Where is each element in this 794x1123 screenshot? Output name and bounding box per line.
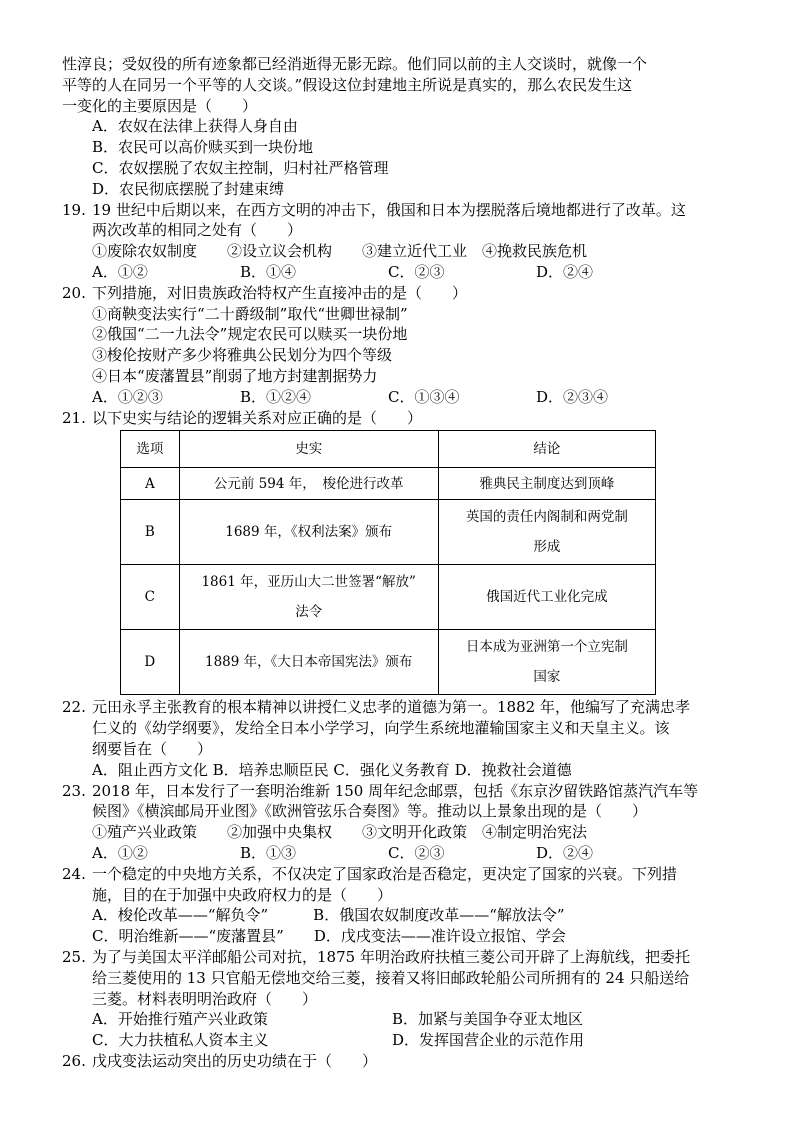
table-header: 史实: [179, 431, 438, 468]
question-20: [62, 283, 726, 304]
option-b: B．农民可以高价赎买到一块份地: [92, 138, 314, 157]
question-26: [62, 1051, 726, 1072]
cell-text: 形成: [533, 539, 561, 556]
table-row: [121, 565, 656, 630]
question-25: [62, 947, 726, 968]
option-b: B．①④: [240, 262, 297, 281]
table-cell-conclusion: [438, 468, 655, 500]
question-stem: 2018 年，日本发行了一套明治维新 150 周年纪念邮票，包括《东京汐留铁路馆蒸汽汽车等: [92, 781, 699, 800]
question-number: 19.: [62, 200, 86, 219]
question-stem-cont: 给三菱使用的 13 只官船无偿地交给三菱，接着又将旧邮政轮船公司所拥有的 24 只船送给: [92, 968, 690, 987]
question-23: [62, 781, 726, 802]
intro-line: 一变化的主要原因是（ ）: [62, 96, 258, 115]
table-header: 选项: [121, 431, 180, 468]
options-row: C．明治维新——“废藩置县” D．戊戌变法——准许设立报馆、学会: [92, 927, 566, 946]
cell-text: 1861 年，亚历山大二世签署“解放”: [201, 574, 416, 591]
question-21: [62, 408, 726, 429]
table-row: [121, 468, 656, 500]
question-stem: 一个稳定的中央地方关系，不仅决定了国家政治是否稳定，更决定了国家的兴衰。下列措: [92, 864, 678, 883]
table-cell-option: C: [121, 565, 180, 630]
option-b: B．①③: [240, 843, 297, 862]
option-b: B．①②④: [240, 387, 312, 406]
table-cell-option: D: [121, 630, 180, 695]
intro-line: 性淳良；受奴役的所有迹象都已经消逝得无影无踪。他们同以前的主人交谈时，就像一个: [62, 55, 648, 73]
question-stem-cont: 施，目的在于加强中央政府权力的是（ ）: [92, 885, 393, 904]
option-d: D．②④: [536, 262, 594, 281]
question-items: ①殖产兴业政策 ②加强中央集权 ③文明开化政策 ④制定明治宪法: [92, 823, 588, 842]
option-c: C．①③④: [388, 387, 460, 406]
options-row: [62, 387, 726, 408]
table-cell-fact: [179, 500, 438, 565]
cell-text: 英国的责任内阁制和两党制: [465, 509, 628, 526]
question-number: 25.: [62, 947, 86, 966]
exam-page: [62, 54, 726, 1072]
option-c: C．②③: [388, 843, 445, 862]
options-row: [62, 1030, 726, 1051]
option-d: D．农民彻底摆脱了封建束缚: [92, 179, 285, 198]
cell-text: 俄国近代工业化完成: [486, 589, 608, 606]
option-a: A．①②③: [92, 387, 163, 406]
options-row: [62, 843, 726, 864]
question-stem-cont: 两次改革的相同之处有（ ）: [92, 221, 303, 240]
question-number: 24.: [62, 864, 86, 883]
table-cell-fact: [179, 630, 438, 695]
facts-table: [120, 430, 656, 695]
table-header-row: [121, 431, 656, 468]
cell-text: 公元前 594 年， 梭伦进行改革: [213, 475, 404, 492]
question-items: ①废除农奴制度 ②设立议会机构 ③建立近代工业 ④挽救民族危机: [92, 242, 588, 261]
question-item: ③梭伦按财产多少将雅典公民划分为四个等级: [92, 346, 393, 365]
cell-text: 国家: [533, 669, 561, 686]
question-stem: 下列措施，对旧贵族政治特权产生直接冲击的是（ ）: [92, 283, 468, 302]
table-cell-conclusion: [438, 500, 655, 565]
question-stem: 戊戌变法运动突出的历史功绩在于（ ）: [92, 1051, 378, 1070]
question-item: ①商鞅变法实行“二十爵级制”取代“世卿世禄制”: [92, 304, 408, 323]
option-b: B．加紧与美国争夺亚太地区: [392, 1010, 584, 1029]
question-number: 21.: [62, 408, 86, 427]
question-number: 20.: [62, 283, 86, 302]
question-stem: 19 世纪中后期以来，在西方文明的冲击下，俄国和日本为摆脱落后境地都进行了改革。这: [92, 200, 686, 219]
table-row: [121, 500, 656, 565]
table-cell-conclusion: [438, 630, 655, 695]
options-row: A．梭伦改革——“解负令” B．俄国农奴制度改革——“解放法令”: [92, 906, 565, 925]
question-stem-cont: 候图》《横滨邮局开业图》《欧洲管弦乐合奏图》等。推动以上景象出现的是（ ）: [92, 802, 648, 821]
question-number: 23.: [62, 781, 86, 800]
option-a: A．①②: [92, 843, 148, 862]
option-a: A．①②: [92, 262, 148, 281]
options-row: A．阻止西方文化 B．培养忠顺臣民 C．强化义务教育 D．挽救社会道德: [92, 760, 572, 779]
question-number: 26.: [62, 1051, 86, 1070]
option-d: D．②③④: [536, 387, 609, 406]
question-stem-cont: 仁义的《幼学纲要》，发给全日本小学学习，向学生系统地灌输国家主义和天皇主义。该: [92, 719, 670, 738]
question-number: 22.: [62, 698, 86, 717]
option-c: C．②③: [388, 262, 445, 281]
table-cell-option: B: [121, 500, 180, 565]
table-cell-conclusion: [438, 565, 655, 630]
question-24: [62, 864, 726, 885]
option-c: C．农奴摆脱了农奴主控制，归村社严格管理: [92, 158, 389, 177]
option-d: D．发挥国营企业的示范作用: [392, 1031, 585, 1050]
table-cell-fact: [179, 468, 438, 500]
cell-text: 雅典民主制度达到顶峰: [479, 475, 615, 492]
question-stem: 以下史实与结论的逻辑关系对应正确的是（ ）: [92, 408, 423, 427]
table-row: [121, 630, 656, 695]
question-stem: 为了与美国太平洋邮船公司对抗，1875 年明治政府扶植三菱公司开辟了上海航线，把委托: [92, 947, 690, 966]
question-item: ④日本“废藩置县”削弱了地方封建割据势力: [92, 366, 378, 385]
option-d: D．②④: [536, 843, 594, 862]
option-c: C．大力扶植私人资本主义: [92, 1031, 269, 1050]
question-item: ②俄国“二一九法令”规定农民可以赎买一块份地: [92, 325, 408, 344]
option-a: A．开始推行殖产兴业政策: [92, 1010, 268, 1029]
question-stem-cont: 纲要旨在（ ）: [92, 739, 213, 758]
question-22: [62, 697, 726, 718]
cell-text: 法令: [295, 604, 323, 621]
options-row: [62, 262, 726, 283]
table-header: 结论: [438, 431, 655, 468]
cell-text: 1689 年，《权利法案》颁布: [225, 524, 393, 541]
intro-line: 平等的人在同另一个平等的人交谈。”假设这位封建地主所说是真实的，那么农民发生这: [62, 75, 633, 94]
cell-text: 日本成为亚洲第一个立宪制: [465, 639, 628, 656]
question-stem: 元田永孚主张教育的根本精神以讲授仁义忠孝的道德为第一。1882 年，他编写了充满忠孝: [92, 698, 690, 717]
cell-text: 1889 年，《大日本帝国宪法》颁布: [205, 654, 413, 671]
options-row: [62, 1009, 726, 1030]
option-a: A．农奴在法律上获得人身自由: [92, 117, 298, 136]
question-19: [62, 200, 726, 221]
question-stem-cont: 三菱。材料表明明治政府（ ）: [92, 989, 318, 1008]
table-cell-fact: [179, 565, 438, 630]
table-cell-option: A: [121, 468, 180, 500]
